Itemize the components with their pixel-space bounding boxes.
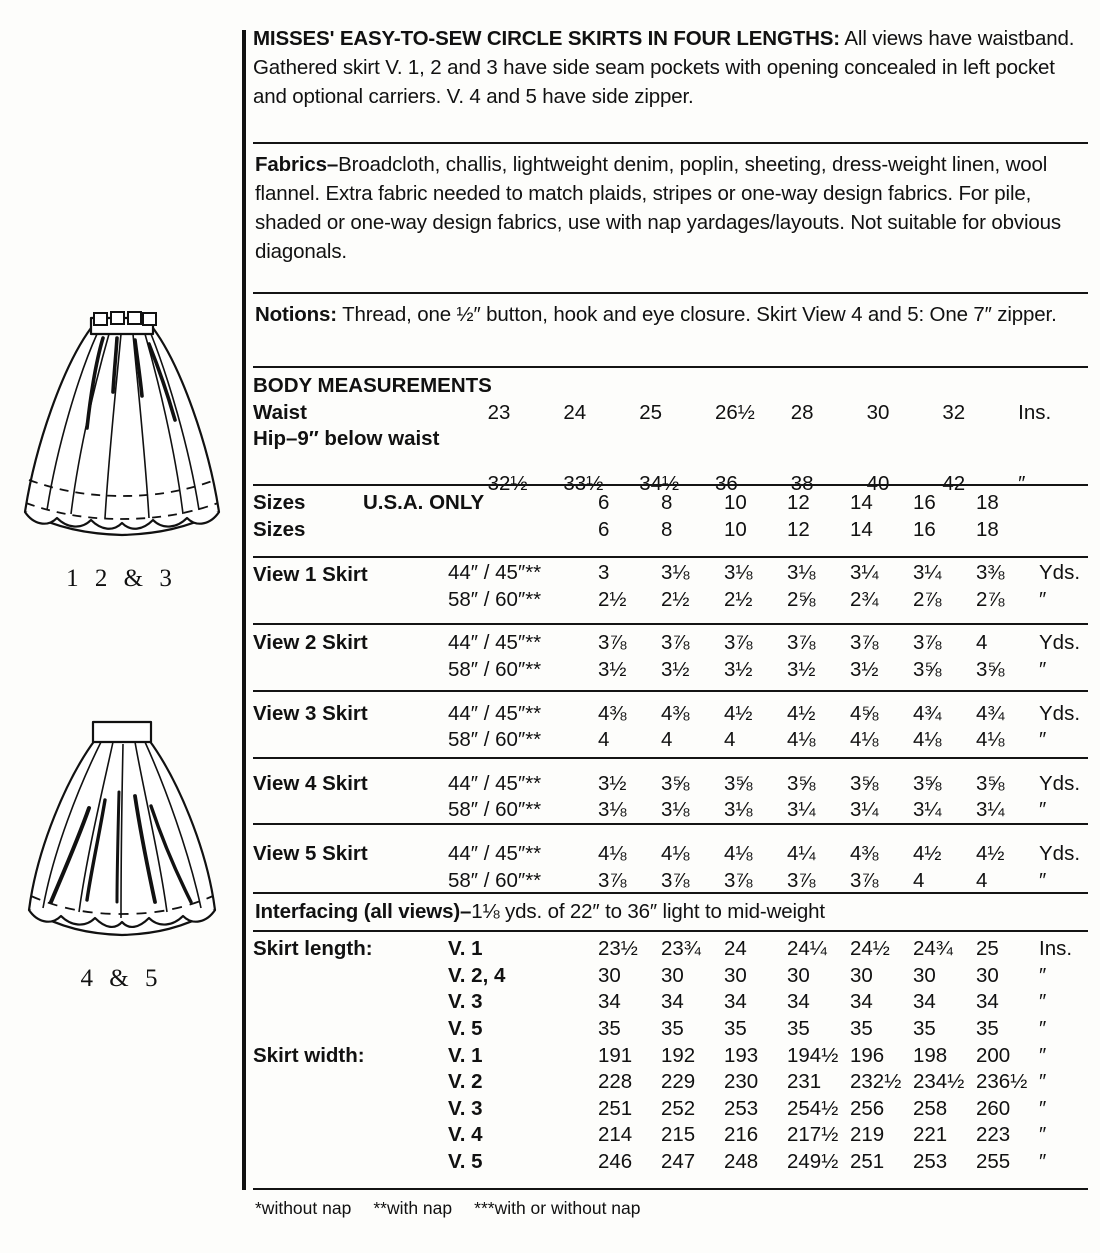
vertical-divider bbox=[242, 30, 246, 1190]
table-row bbox=[253, 936, 1097, 963]
yardage-unit: ″ bbox=[1039, 728, 1047, 752]
length-value: 30 bbox=[850, 963, 873, 987]
yardage: 4⅜ bbox=[661, 701, 690, 725]
view-ref: V. 5 bbox=[448, 1016, 483, 1040]
size-value: 14 bbox=[850, 491, 873, 514]
yardage: 4¼ bbox=[787, 842, 816, 866]
width-value: 251 bbox=[850, 1150, 885, 1174]
notions-block bbox=[253, 292, 1093, 329]
yardage: 4 bbox=[976, 868, 988, 892]
waist-value: 32 bbox=[942, 400, 966, 424]
skirt-length-label: Skirt length: bbox=[253, 937, 373, 960]
size-value: 18 bbox=[976, 517, 999, 541]
waist-value: 26½ bbox=[714, 400, 755, 424]
length-value: 34 bbox=[787, 990, 810, 1014]
waist-value: 25 bbox=[639, 400, 662, 424]
yardage: 3½ bbox=[661, 657, 690, 681]
size-value: 10 bbox=[724, 491, 747, 514]
length-value: 30 bbox=[976, 963, 999, 987]
view-ref: V. 1 bbox=[448, 1043, 483, 1067]
yardage: 4⅛ bbox=[976, 728, 1005, 752]
width-value: 215 bbox=[661, 1123, 696, 1147]
yardage: 3½ bbox=[598, 657, 627, 681]
yardage: 3⅞ bbox=[598, 868, 627, 892]
fabrics-block bbox=[253, 142, 1093, 266]
table-row bbox=[253, 771, 1097, 798]
table-row bbox=[253, 754, 1097, 771]
yardage: 4⅛ bbox=[661, 842, 690, 866]
table-row bbox=[253, 373, 1088, 400]
width-value: 217½ bbox=[787, 1123, 839, 1147]
yardage: 3¼ bbox=[913, 561, 942, 584]
rule-above-fabrics bbox=[253, 142, 1088, 144]
length-value: 35 bbox=[976, 1016, 999, 1040]
yardage: 4⅜ bbox=[598, 701, 627, 725]
width-value: 214 bbox=[598, 1123, 633, 1147]
length-value: 24¾ bbox=[913, 937, 953, 960]
length-value: 34 bbox=[976, 990, 999, 1014]
length-value: 24 bbox=[724, 937, 747, 960]
yardage: 4 bbox=[913, 868, 925, 892]
width-unit: ″ bbox=[1039, 1070, 1047, 1094]
yardage: 4⅝ bbox=[850, 701, 879, 725]
width-value: 228 bbox=[598, 1070, 633, 1094]
length-value: 30 bbox=[787, 963, 810, 987]
yardage: 3⅞ bbox=[598, 631, 627, 655]
yardage: 4 bbox=[598, 728, 610, 752]
waist-value: 23 bbox=[487, 400, 511, 424]
yardage: 4⅛ bbox=[598, 842, 627, 866]
width-value: 193 bbox=[724, 1043, 759, 1067]
yardage: 3⅞ bbox=[661, 868, 690, 892]
yardage: 3¼ bbox=[976, 798, 1005, 822]
headline-text bbox=[253, 24, 1093, 111]
yardage: 4½ bbox=[724, 701, 753, 725]
yardage: 3⅞ bbox=[850, 868, 879, 892]
fabric-width: 44″ / 45″** bbox=[448, 561, 542, 584]
table-row bbox=[253, 490, 1097, 517]
figure-caption-views-4-5: 4 & 5 bbox=[80, 965, 163, 992]
width-value: 216 bbox=[724, 1123, 759, 1147]
yardage: 4½ bbox=[913, 842, 942, 866]
yardage: 3⅝ bbox=[976, 657, 1005, 681]
table-row bbox=[253, 701, 1097, 728]
size-value: 12 bbox=[787, 491, 810, 514]
width-value: 232½ bbox=[850, 1070, 902, 1094]
view-1-block bbox=[253, 556, 1093, 558]
width-unit: ″ bbox=[1039, 1096, 1047, 1120]
width-unit: ″ bbox=[1039, 1123, 1047, 1147]
yardage: 3½ bbox=[598, 771, 627, 795]
width-value: 219 bbox=[850, 1123, 885, 1147]
yardage: 4⅛ bbox=[724, 842, 753, 866]
plain-circle-skirt-icon bbox=[17, 696, 227, 964]
width-unit: ″ bbox=[1039, 1150, 1047, 1174]
fabric-width: 58″ / 60″** bbox=[448, 728, 542, 752]
hip-value: 34½ bbox=[639, 471, 680, 495]
figure-caption-views-1-2-3: 1 2 & 3 bbox=[66, 565, 177, 592]
rule-above-footnotes bbox=[253, 1188, 1088, 1190]
length-value: 34 bbox=[598, 990, 621, 1014]
yardage: 2⅞ bbox=[913, 587, 942, 611]
length-value: 35 bbox=[913, 1016, 936, 1040]
yardage: 3½ bbox=[850, 657, 879, 681]
waist-label: Waist bbox=[253, 400, 307, 424]
size-value: 14 bbox=[850, 517, 873, 541]
width-value: 253 bbox=[724, 1096, 759, 1120]
yardage: 3⅞ bbox=[787, 631, 816, 655]
yardage: 3⅞ bbox=[724, 868, 753, 892]
view-label: View 1 Skirt bbox=[253, 563, 368, 586]
yardage-unit: Yds. bbox=[1039, 631, 1081, 655]
yardage: 3⅛ bbox=[787, 561, 816, 584]
view-ref: V. 2 bbox=[448, 1070, 483, 1094]
yardage: 4½ bbox=[976, 842, 1005, 866]
width-value: 230 bbox=[724, 1070, 759, 1094]
hip-value: 40 bbox=[866, 471, 890, 495]
width-value: 223 bbox=[976, 1123, 1011, 1147]
yardage: 2½ bbox=[598, 587, 627, 611]
skirt-width-label: Skirt width: bbox=[253, 1043, 365, 1067]
views-yardage-table bbox=[253, 560, 1097, 894]
yardage-unit: ″ bbox=[1039, 798, 1047, 822]
size-value: 6 bbox=[598, 491, 610, 514]
length-unit: ″ bbox=[1039, 1016, 1047, 1040]
yardage: 3⅞ bbox=[787, 868, 816, 892]
width-value: 252 bbox=[661, 1096, 696, 1120]
size-value: 12 bbox=[787, 517, 810, 541]
hip-unit: ″ bbox=[1018, 471, 1026, 495]
length-value: 24¼ bbox=[787, 937, 827, 960]
width-value: 251 bbox=[598, 1096, 633, 1120]
yardage-unit: ″ bbox=[1039, 868, 1047, 892]
gathered-circle-skirt-icon bbox=[17, 296, 227, 564]
yardage: 3¼ bbox=[787, 798, 816, 822]
yardage: 3⅞ bbox=[850, 631, 879, 655]
notions-text bbox=[255, 300, 1093, 329]
yardage: 3⅞ bbox=[913, 631, 942, 655]
sizes-table bbox=[253, 490, 1097, 543]
length-value: 35 bbox=[598, 1016, 621, 1040]
table-row bbox=[253, 824, 1097, 841]
hip-value: 38 bbox=[790, 471, 814, 495]
yardage: 2½ bbox=[724, 587, 753, 611]
yardage: 4⅜ bbox=[850, 842, 879, 866]
table-row bbox=[253, 560, 1097, 587]
headline-body: All views have waistband. Gathered skirt V. 1, 2 and 3 have side seam pockets with opening concealed in left pocket and optional carriers. V. 4 and 5 have side zipper. bbox=[253, 27, 1075, 109]
fabric-width: 44″ / 45″** bbox=[448, 842, 542, 866]
interfacing-label: Interfacing (all views)– bbox=[255, 900, 472, 923]
waist-value: 24 bbox=[563, 400, 587, 424]
rule-above-notions bbox=[253, 292, 1088, 294]
yardage: 3⅝ bbox=[850, 771, 879, 795]
length-unit: Ins. bbox=[1039, 937, 1073, 960]
view-label: View 4 Skirt bbox=[253, 771, 368, 795]
fabrics-body: Broadcloth, challis, lightweight denim, poplin, sheeting, dress-weight linen, wool flannel. Extra fabric needed to match plaids, stripes or one-way design fabrics. For pile, shaded or one-way design fabrics, use with nap yardages/layouts. Not suitable for obvious diagonals. bbox=[255, 153, 1061, 264]
table-row bbox=[253, 684, 1097, 701]
length-value: 34 bbox=[724, 990, 747, 1014]
length-value: 35 bbox=[850, 1016, 873, 1040]
fabric-width: 44″ / 45″** bbox=[448, 631, 542, 655]
width-value: 229 bbox=[661, 1070, 696, 1094]
sizes-sublabel-usa: U.S.A. ONLY bbox=[363, 491, 485, 514]
view-ref: V. 4 bbox=[448, 1123, 483, 1147]
view-ref: V. 5 bbox=[448, 1150, 483, 1174]
yardage-unit: ″ bbox=[1039, 657, 1047, 681]
table-row bbox=[253, 426, 1088, 453]
yardage: 3½ bbox=[787, 657, 816, 681]
yardage: 3⅝ bbox=[787, 771, 816, 795]
body-measurements-heading: BODY MEASUREMENTS bbox=[253, 374, 492, 397]
rule-above-interfacing bbox=[253, 892, 1088, 894]
width-value: 236½ bbox=[976, 1070, 1028, 1094]
view-ref: V. 3 bbox=[448, 1096, 483, 1120]
view-label: View 2 Skirt bbox=[253, 631, 368, 655]
table-row bbox=[253, 400, 1088, 427]
length-value: 34 bbox=[913, 990, 936, 1014]
fabric-width: 44″ / 45″** bbox=[448, 701, 542, 725]
yardage: 3½ bbox=[724, 657, 753, 681]
size-value: 10 bbox=[724, 517, 747, 541]
yardage: 3⅝ bbox=[913, 657, 942, 681]
skirt-dimensions-table bbox=[253, 936, 1097, 1176]
width-value: 254½ bbox=[787, 1096, 839, 1120]
width-value: 255 bbox=[976, 1150, 1011, 1174]
rule-above-view-1 bbox=[253, 556, 1088, 558]
width-value: 248 bbox=[724, 1150, 759, 1174]
footnote-with-nap: **with nap bbox=[373, 1198, 453, 1218]
width-value: 191 bbox=[598, 1043, 633, 1067]
length-value: 30 bbox=[724, 963, 747, 987]
width-value: 260 bbox=[976, 1096, 1011, 1120]
table-row bbox=[253, 1043, 1097, 1070]
table-row bbox=[253, 517, 1097, 544]
yardage: 2⅞ bbox=[976, 587, 1005, 611]
footnotes-block bbox=[253, 1188, 1093, 1219]
view-ref: V. 1 bbox=[448, 937, 483, 960]
yardage: 2¾ bbox=[850, 587, 879, 611]
length-value: 35 bbox=[787, 1016, 810, 1040]
length-value: 24½ bbox=[850, 937, 890, 960]
illustration-column bbox=[0, 0, 243, 1253]
interfacing-text bbox=[255, 900, 1093, 924]
length-value: 34 bbox=[850, 990, 873, 1014]
figure-views-1-2-3 bbox=[0, 296, 243, 606]
yardage: 3⅛ bbox=[724, 798, 753, 822]
pattern-info-panel bbox=[253, 0, 1093, 1253]
yardage-unit: Yds. bbox=[1039, 561, 1081, 584]
views-yardage-table-wrap bbox=[253, 560, 1093, 894]
size-value: 8 bbox=[661, 491, 673, 514]
length-value: 35 bbox=[724, 1016, 747, 1040]
fabric-width: 58″ / 60″** bbox=[448, 798, 542, 822]
hip-value: 36 bbox=[714, 471, 738, 495]
yardage: 4 bbox=[661, 728, 673, 752]
width-value: 200 bbox=[976, 1043, 1011, 1067]
yardage: 3⅝ bbox=[913, 771, 942, 795]
notions-label: Notions: bbox=[255, 303, 337, 326]
yardage-unit: ″ bbox=[1039, 587, 1047, 611]
yardage: 4 bbox=[724, 728, 736, 752]
length-unit: ″ bbox=[1039, 963, 1047, 987]
size-value: 16 bbox=[913, 491, 936, 514]
view-label: View 5 Skirt bbox=[253, 842, 368, 866]
sizes-label-2: Sizes bbox=[253, 517, 306, 541]
width-value: 231 bbox=[787, 1070, 822, 1094]
yardage: 3⅛ bbox=[724, 561, 753, 584]
yardage: 3⅛ bbox=[661, 561, 690, 584]
view-ref: V. 2, 4 bbox=[448, 963, 506, 987]
length-value: 25 bbox=[976, 937, 999, 960]
length-value: 23¾ bbox=[661, 937, 701, 960]
yardage: 3¼ bbox=[850, 561, 879, 584]
yardage-unit: Yds. bbox=[1039, 701, 1081, 725]
length-value: 23½ bbox=[598, 937, 638, 960]
width-unit: ″ bbox=[1039, 1043, 1047, 1067]
figure-views-4-5 bbox=[0, 696, 243, 1006]
width-value: 256 bbox=[850, 1096, 885, 1120]
sizes-label-1: Sizes bbox=[253, 491, 306, 514]
yardage: 3⅞ bbox=[724, 631, 753, 655]
dimensions-block bbox=[253, 930, 1093, 1176]
rule-above-body-measurements bbox=[253, 366, 1088, 368]
headline-block bbox=[253, 24, 1093, 111]
footnotes-text bbox=[255, 1198, 1093, 1219]
yardage: 4⅛ bbox=[913, 728, 942, 752]
width-value: 192 bbox=[661, 1043, 696, 1067]
yardage: 3⅞ bbox=[661, 631, 690, 655]
body-measurements-block bbox=[253, 366, 1093, 498]
width-value: 234½ bbox=[913, 1070, 965, 1094]
yardage: 3⅛ bbox=[661, 798, 690, 822]
table-row bbox=[253, 630, 1097, 657]
yardage: 3⅜ bbox=[976, 561, 1005, 584]
interfacing-body: 1⅛ yds. of 22″ to 36″ light to mid-weight bbox=[471, 900, 825, 923]
size-value: 8 bbox=[661, 517, 673, 541]
fabrics-text bbox=[255, 150, 1093, 266]
width-value: 246 bbox=[598, 1150, 633, 1174]
size-value: 16 bbox=[913, 517, 936, 541]
width-value: 196 bbox=[850, 1043, 885, 1067]
waist-unit: Ins. bbox=[1018, 400, 1052, 424]
table-row bbox=[253, 841, 1097, 868]
yardage: 2⅝ bbox=[787, 587, 816, 611]
footnote-without-nap: *without nap bbox=[255, 1198, 352, 1218]
length-unit: ″ bbox=[1039, 990, 1047, 1014]
width-value: 249½ bbox=[787, 1150, 839, 1174]
hip-value: 33½ bbox=[563, 471, 604, 495]
rule-above-sizes bbox=[253, 484, 1088, 486]
waist-value: 28 bbox=[790, 400, 814, 424]
headline-title: MISSES' EASY-TO-SEW CIRCLE SKIRTS IN FOUR LENGTHS: bbox=[253, 27, 840, 50]
interfacing-block bbox=[253, 892, 1093, 924]
yardage: 4¾ bbox=[913, 701, 942, 725]
table-row bbox=[253, 453, 1088, 471]
fabric-width: 58″ / 60″** bbox=[448, 657, 542, 681]
fabrics-label: Fabrics– bbox=[255, 153, 339, 176]
yardage: 4⅛ bbox=[850, 728, 879, 752]
hip-value: 32½ bbox=[487, 471, 528, 495]
yardage: 3¼ bbox=[850, 798, 879, 822]
width-value: 198 bbox=[913, 1043, 948, 1067]
notions-body: Thread, one ½″ button, hook and eye closure. Skirt View 4 and 5: One 7″ zipper. bbox=[336, 303, 1057, 326]
size-value: 18 bbox=[976, 491, 999, 514]
length-value: 34 bbox=[661, 990, 684, 1014]
yardage: 3 bbox=[598, 561, 610, 584]
length-value: 35 bbox=[661, 1016, 684, 1040]
view-label: View 3 Skirt bbox=[253, 701, 368, 725]
yardage: 4 bbox=[976, 631, 988, 655]
hip-label: Hip–9″ below waist bbox=[253, 427, 440, 451]
yardage: 3⅝ bbox=[661, 771, 690, 795]
yardage: 4⅛ bbox=[787, 728, 816, 752]
length-value: 30 bbox=[661, 963, 684, 987]
length-value: 30 bbox=[598, 963, 621, 987]
fabric-width: 58″ / 60″** bbox=[448, 587, 542, 611]
footnote-with-or-without-nap: ***with or without nap bbox=[474, 1198, 641, 1218]
yardage: 3⅝ bbox=[724, 771, 753, 795]
yardage: 2½ bbox=[661, 587, 690, 611]
yardage: 4½ bbox=[787, 701, 816, 725]
width-value: 221 bbox=[913, 1123, 948, 1147]
fabric-width: 58″ / 60″** bbox=[448, 868, 542, 892]
fabric-width: 44″ / 45″** bbox=[448, 771, 542, 795]
width-value: 253 bbox=[913, 1150, 948, 1174]
waist-value: 30 bbox=[866, 400, 890, 424]
table-row bbox=[253, 613, 1097, 630]
yardage: 3¼ bbox=[913, 798, 942, 822]
width-value: 247 bbox=[661, 1150, 696, 1174]
yardage-unit: Yds. bbox=[1039, 842, 1081, 866]
yardage: 3⅝ bbox=[976, 771, 1005, 795]
rule-above-skirt-length bbox=[253, 930, 1088, 932]
yardage-unit: Yds. bbox=[1039, 771, 1081, 795]
width-value: 258 bbox=[913, 1096, 948, 1120]
sizes-block bbox=[253, 484, 1093, 543]
yardage: 3⅛ bbox=[598, 798, 627, 822]
size-value: 6 bbox=[598, 517, 610, 541]
yardage: 4¾ bbox=[976, 701, 1005, 725]
length-value: 30 bbox=[913, 963, 936, 987]
hip-value: 42 bbox=[942, 471, 966, 495]
view-ref: V. 3 bbox=[448, 990, 483, 1014]
width-value: 194½ bbox=[787, 1043, 839, 1067]
body-measurements-table bbox=[253, 373, 1088, 498]
